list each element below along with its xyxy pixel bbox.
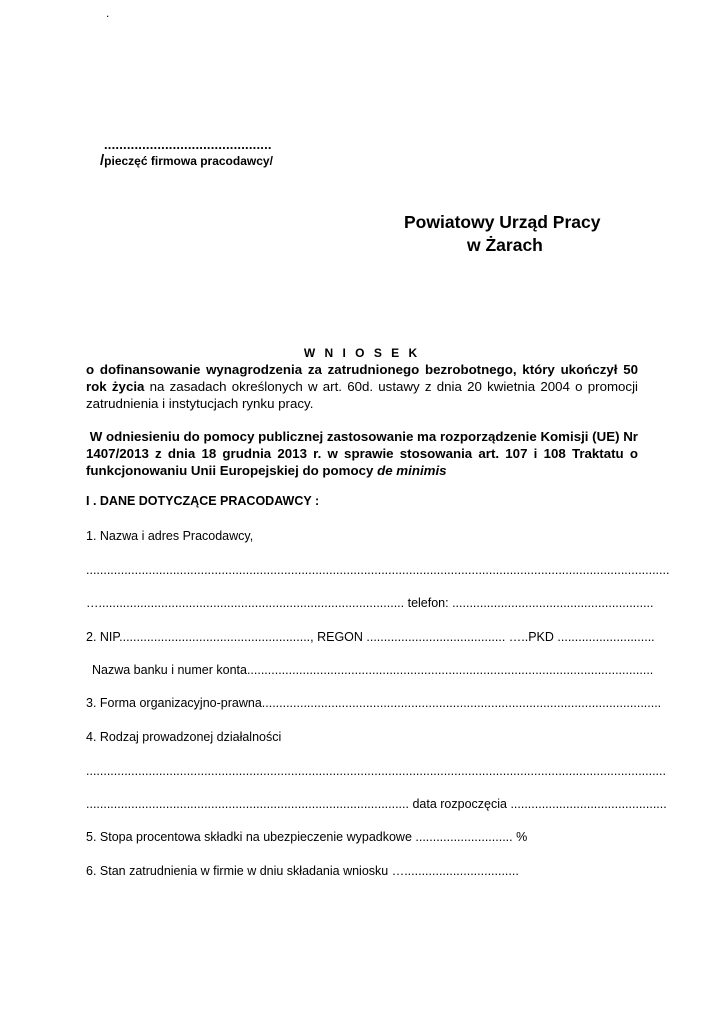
subject-bold: o dofinansowanie wynagrodzenia za zatrudnionego bezrobotnego, który ukończył 50 rok życia: [86, 362, 638, 394]
field-employer-name-label: 1. Nazwa i adres Pracodawcy,: [86, 529, 254, 543]
application-title: W N I O S E K: [303, 346, 421, 360]
recipient-office-city: w Żarach: [467, 235, 543, 255]
phone-label: telefon:: [404, 596, 453, 610]
stamp-label: [100, 152, 273, 169]
stamp-dotted-line: ............................................: [104, 137, 272, 152]
address-dots[interactable]: …........................................................................................: [86, 596, 405, 610]
field-legal-form[interactable]: 3. Forma organizacyjno-prawna...................................................................................................................: [86, 696, 662, 710]
de-minimis-note: [86, 428, 638, 479]
field-activity-start-date-line[interactable]: [86, 797, 667, 811]
field-nip-regon-pkd[interactable]: 2. NIP......................................................., REGON ........................................ …..PKD ............................: [86, 630, 655, 644]
field-employment-count[interactable]: 6. Stan zatrudnienia w firmie w dniu składania wniosku ….................................: [86, 864, 519, 878]
phone-dots[interactable]: ..........................................................: [452, 596, 654, 610]
field-bank-account[interactable]: Nazwa banku i numer konta.....................................................................................................................: [92, 663, 654, 677]
field-address-phone-line[interactable]: [86, 596, 654, 610]
field-activity-label: 4. Rodzaj prowadzonej działalności: [86, 730, 282, 744]
section-heading-employer: I . DANE DOTYCZĄCE PRACODAWCY :: [86, 494, 320, 508]
de-minimis-text: W odniesieniu do pomocy publicznej zastosowanie ma rozporządzenie Komisji (UE) Nr 1407/2013 z dnia 18 grudnia 2013 r. w sprawie stosowania art. 107 i 108 Traktatu o funkcjonowaniu Unii Europejskiej do pomocy: [86, 429, 638, 478]
start-date-dots[interactable]: .............................................: [510, 797, 667, 811]
field-activity-line[interactable]: .......................................................................................................................................................................: [86, 764, 666, 778]
subject-rest: na zasadach określonych w art. 60d. ustawy z dnia 20 kwietnia 2004 o promocji zatrudnienia i instytucjach rynku pracy.: [86, 379, 638, 411]
stamp-slash: /: [100, 152, 105, 169]
activity-dots[interactable]: .............................................................................................: [86, 797, 409, 811]
field-accident-insurance-rate[interactable]: 5. Stopa procentowa składki na ubezpieczenie wypadkowe ............................ %: [86, 830, 528, 844]
application-subject: [86, 361, 638, 412]
field-employer-name-line[interactable]: ........................................................................................................................................................................: [86, 563, 670, 577]
de-minimis-italic: de minimis: [377, 463, 447, 478]
corner-mark: .: [106, 6, 110, 20]
start-date-label: data rozpoczęcia: [408, 797, 511, 811]
recipient-office-name: Powiatowy Urząd Pracy: [404, 212, 601, 232]
stamp-label-text: pieczęć firmowa pracodawcy/: [104, 154, 273, 168]
